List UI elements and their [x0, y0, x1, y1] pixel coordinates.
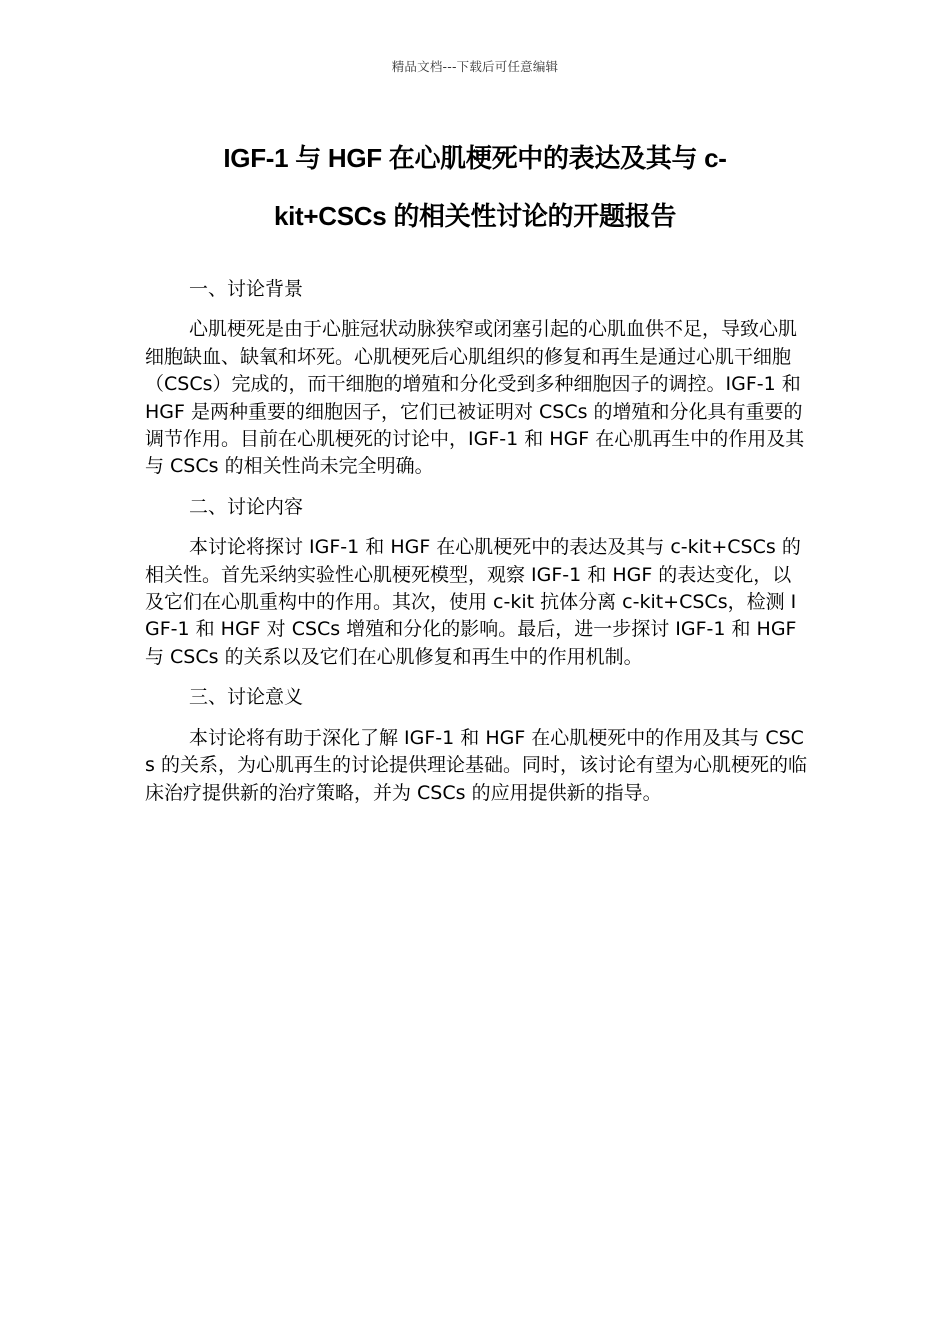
document-body: [145, 276, 807, 820]
section-heading: 二、讨论内容: [189, 495, 304, 518]
section-heading: 三、讨论意义: [189, 686, 304, 709]
section-heading: 一、讨论背景: [189, 278, 304, 300]
section-significance: [145, 684, 807, 807]
section-paragraph: 心肌梗死是由于心脏冠状动脉狭窄或闭塞引起的心肌血供不足，导致心肌细胞缺血、缺氧和坏死。心肌梗死后心肌组织的修复和再生是通过心肌干细胞（CSCs）完成的，而干细胞的增殖和分化受到多种细胞因子的调控。IGF-1 和 HGF 是两种重要的细胞因子，它们已被证明对 CSCs 的增殖和分化具有重要的调节作用。目前在心肌梗死的讨论中，IGF-1 和 HGF 在心肌再生中的作用及其与 CSCs 的相关性尚未完全明确。: [145, 318, 805, 478]
document-title-line-2: kit+CSCs 的相关性讨论的开题报告: [273, 201, 677, 231]
document-title-line-1: IGF-1 与 HGF 在心肌梗死中的表达及其与 c-: [223, 143, 727, 173]
section-background: [145, 276, 807, 481]
page-header-note: 精品文档---下载后可任意编辑: [391, 59, 559, 74]
section-paragraph: 本讨论将探讨 IGF-1 和 HGF 在心肌梗死中的表达及其与 c-kit+CSCs 的相关性。首先采纳实验性心肌梗死模型，观察 IGF-1 和 HGF 的表达变化，以及它们在心肌重构中的作用。其次，使用 c-kit 抗体分离 c-kit+CSCs，检测 IGF-1 和 HGF 对 CSCs 增殖和分化的影响。最后，进一步探讨 IGF-1 和 HGF 与 CSCs 的关系以及它们在心肌修复和再生中的作用机制。: [145, 536, 801, 668]
section-paragraph: 本讨论将有助于深化了解 IGF-1 和 HGF 在心肌梗死中的作用及其与 CSCs 的关系，为心肌再生的讨论提供理论基础。同时，该讨论有望为心肌梗死的临床治疗提供新的治疗策略，并为 CSCs 的应用提供新的指导。: [145, 726, 807, 804]
section-content: [145, 494, 807, 671]
